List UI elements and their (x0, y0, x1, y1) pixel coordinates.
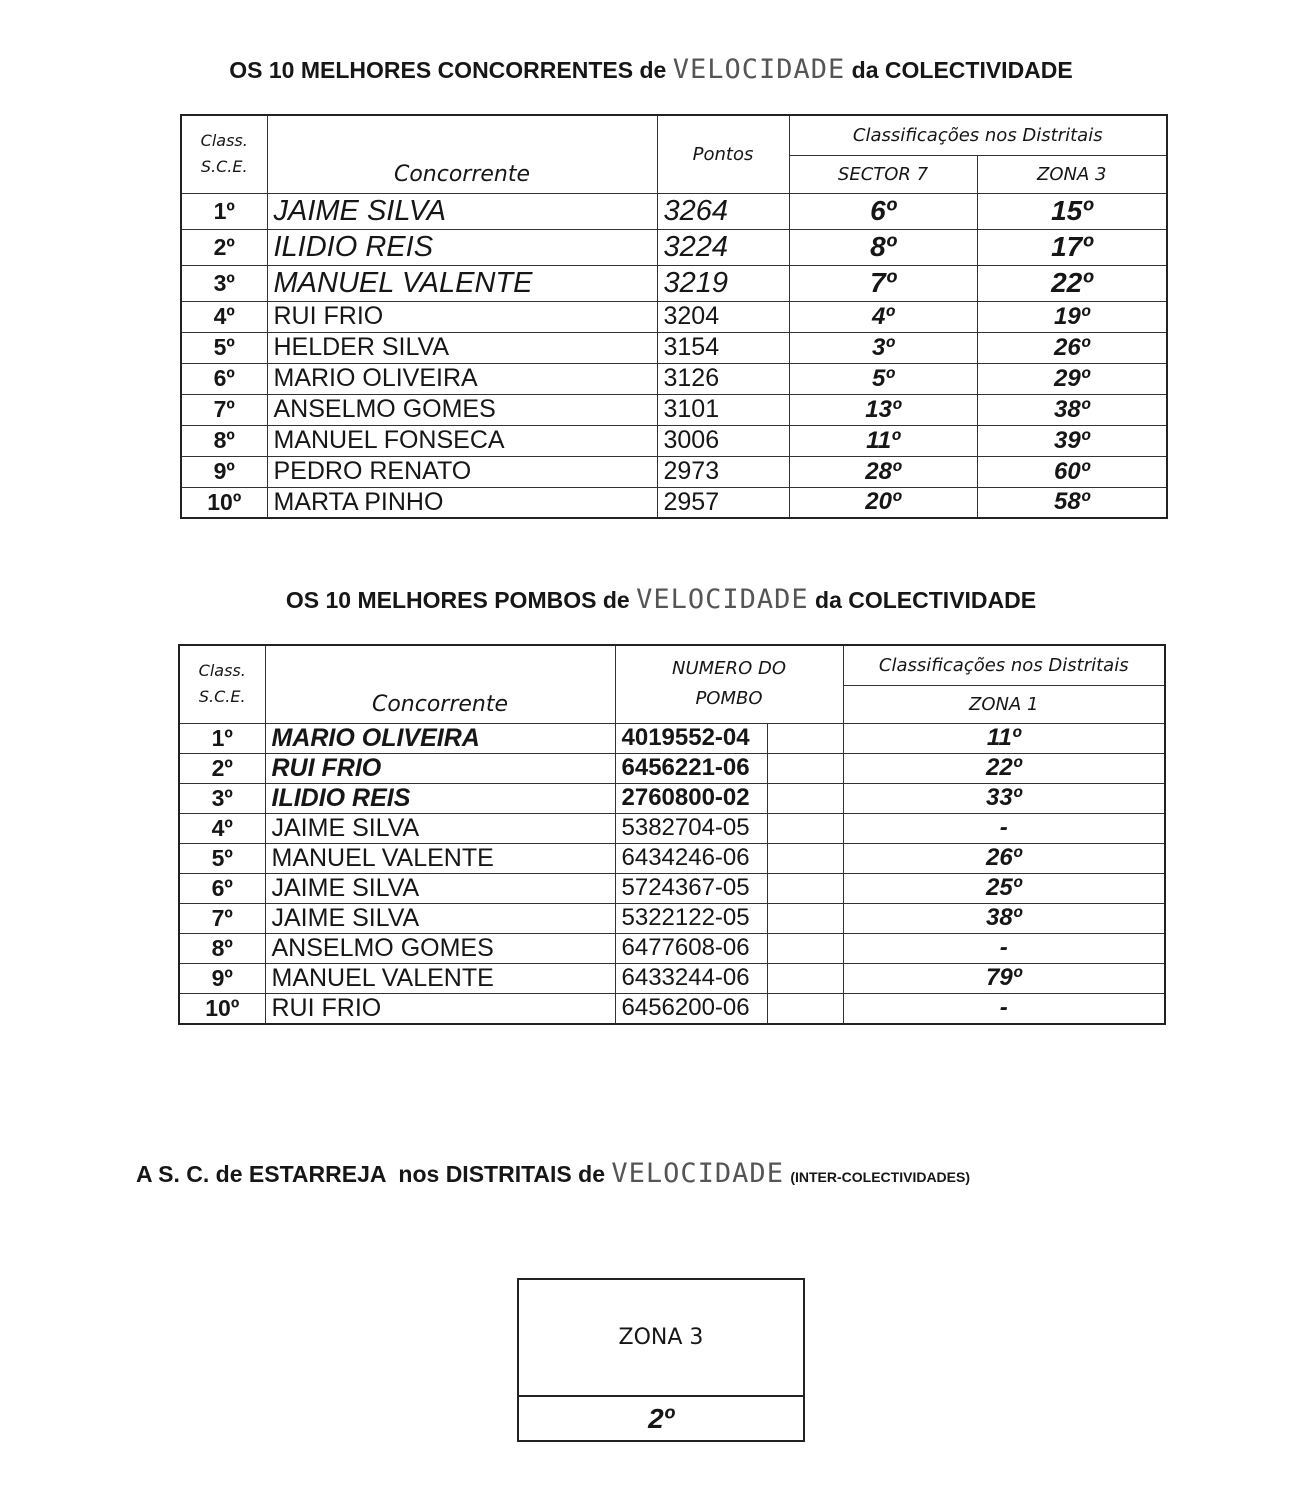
class-header-line2: S.C.E. (200, 157, 248, 177)
name-cell: MANUEL VALENTE (265, 963, 615, 993)
sector-cell: 28º (789, 456, 977, 487)
name-cell: ILIDIO REIS (265, 783, 615, 813)
table-row (179, 873, 1165, 903)
name-cell: ANSELMO GOMES (265, 933, 615, 963)
section2-title-prefix: OS 10 MELHORES POMBOS de (285, 587, 630, 613)
section3-title-suffix: (INTER-COLECTIVIDADES) (790, 1169, 971, 1185)
concorrentes-table-body (181, 193, 1167, 518)
sector-cell: 4º (789, 301, 977, 332)
table-row (179, 843, 1165, 873)
pigeon-number-cell: 6434246-06 (615, 843, 767, 873)
class-header-line1: Class. (198, 661, 246, 681)
zona1-header: ZONA 1 (843, 685, 1165, 723)
sector-cell: 11º (789, 425, 977, 456)
points-cell: 3204 (657, 301, 789, 332)
name-cell: MARIO OLIVEIRA (265, 723, 615, 753)
zona-cell: 60º (977, 456, 1167, 487)
name-cell: JAIME SILVA (267, 193, 657, 229)
classificacoes-header: Classificações nos Distritais (843, 645, 1165, 685)
name-cell: MARTA PINHO (267, 487, 657, 518)
section2-title (10, 584, 1302, 615)
zona-cell: 58º (977, 487, 1167, 518)
place-cell: 1º (179, 723, 265, 753)
zona3-value: 2º (648, 1403, 674, 1434)
place-cell: 5º (181, 332, 267, 363)
table-row (179, 813, 1165, 843)
pontos-header: Pontos (657, 115, 789, 193)
zona-cell: - (843, 933, 1165, 963)
numero-pombo-header (615, 645, 843, 723)
empty-cell (767, 843, 843, 873)
pigeon-number-cell: 2760800-02 (615, 783, 767, 813)
place-cell: 3º (179, 783, 265, 813)
section2-title-mono: VELOCIDADE (636, 584, 809, 615)
section3-title (136, 1158, 1236, 1189)
name-cell: JAIME SILVA (265, 873, 615, 903)
points-cell: 2973 (657, 456, 789, 487)
sector-cell: 13º (789, 394, 977, 425)
zona-cell: - (843, 813, 1165, 843)
points-cell: 3264 (657, 193, 789, 229)
pigeon-number-cell: 6456200-06 (615, 993, 767, 1024)
place-cell: 4º (179, 813, 265, 843)
concorrente-header: Concorrente (267, 115, 657, 193)
sector-cell: 3º (789, 332, 977, 363)
place-cell: 3º (181, 265, 267, 301)
empty-cell (767, 903, 843, 933)
table-row (181, 332, 1167, 363)
section2-title-suffix: da COLECTIVIDADE (815, 587, 1037, 613)
place-cell: 2º (179, 753, 265, 783)
zona-cell: 11º (843, 723, 1165, 753)
table-row (179, 753, 1165, 783)
table-row (181, 394, 1167, 425)
table-row (179, 933, 1165, 963)
zona-cell: 22º (843, 753, 1165, 783)
zona-cell: 38º (977, 394, 1167, 425)
place-cell: 2º (181, 229, 267, 265)
class-header (179, 645, 265, 723)
section1-title-prefix: OS 10 MELHORES CONCORRENTES de (229, 57, 667, 83)
zona-header: ZONA 3 (977, 155, 1167, 193)
sector-cell: 20º (789, 487, 977, 518)
place-cell: 10º (181, 487, 267, 518)
section1-title-suffix: da COLECTIVIDADE (851, 57, 1073, 83)
place-cell: 7º (179, 903, 265, 933)
zona-cell: 19º (977, 301, 1167, 332)
empty-cell (767, 933, 843, 963)
name-cell: ILIDIO REIS (267, 229, 657, 265)
empty-cell (767, 723, 843, 753)
section3-title-mono: VELOCIDADE (611, 1158, 784, 1189)
name-cell: MANUEL VALENTE (267, 265, 657, 301)
zona-cell: 29º (977, 363, 1167, 394)
place-cell: 7º (181, 394, 267, 425)
empty-cell (767, 993, 843, 1024)
pigeon-number-cell: 6433244-06 (615, 963, 767, 993)
zona-cell: 26º (843, 843, 1165, 873)
pigeon-number-cell: 5322122-05 (615, 903, 767, 933)
place-cell: 10º (179, 993, 265, 1024)
table-row (181, 363, 1167, 394)
pigeon-number-cell: 5382704-05 (615, 813, 767, 843)
table-row (181, 425, 1167, 456)
sector-cell: 8º (789, 229, 977, 265)
zona-cell: 25º (843, 873, 1165, 903)
zona-cell: 38º (843, 903, 1165, 933)
pombos-table-body (179, 723, 1165, 1024)
name-cell: JAIME SILVA (265, 813, 615, 843)
name-cell: JAIME SILVA (265, 903, 615, 933)
zona3-label: ZONA 3 (519, 1280, 803, 1397)
section3-title-prefix: A S. C. de ESTARREJA nos DISTRITAIS de (136, 1161, 605, 1187)
pigeon-number-cell: 4019552-04 (615, 723, 767, 753)
sector-cell: 7º (789, 265, 977, 301)
zona-cell: - (843, 993, 1165, 1024)
sector-cell: 5º (789, 363, 977, 394)
name-cell: RUI FRIO (265, 993, 615, 1024)
table-row (181, 229, 1167, 265)
table-row (179, 723, 1165, 753)
pigeon-number-cell: 6456221-06 (615, 753, 767, 783)
points-cell: 3006 (657, 425, 789, 456)
table-row (179, 903, 1165, 933)
class-header (181, 115, 267, 193)
place-cell: 6º (181, 363, 267, 394)
zona-cell: 33º (843, 783, 1165, 813)
zona-cell: 26º (977, 332, 1167, 363)
sector-cell: 6º (789, 193, 977, 229)
empty-cell (767, 753, 843, 783)
name-cell: MARIO OLIVEIRA (267, 363, 657, 394)
zona-cell: 79º (843, 963, 1165, 993)
table-row (181, 193, 1167, 229)
zona3-box (517, 1278, 805, 1442)
place-cell: 6º (179, 873, 265, 903)
concorrentes-table (180, 114, 1168, 519)
pigeon-number-cell: 6477608-06 (615, 933, 767, 963)
name-cell: MANUEL VALENTE (265, 843, 615, 873)
empty-cell (767, 783, 843, 813)
section1-title-mono: VELOCIDADE (672, 54, 846, 85)
place-cell: 1º (181, 193, 267, 229)
points-cell: 3224 (657, 229, 789, 265)
table-row (179, 783, 1165, 813)
points-cell: 2957 (657, 487, 789, 518)
concorrente-header: Concorrente (265, 645, 615, 723)
pombos-table (178, 644, 1166, 1025)
empty-cell (767, 813, 843, 843)
zona-cell: 15º (977, 193, 1167, 229)
zona-cell: 39º (977, 425, 1167, 456)
table-row (181, 301, 1167, 332)
place-cell: 9º (181, 456, 267, 487)
name-cell: MANUEL FONSECA (267, 425, 657, 456)
zona-cell: 22º (977, 265, 1167, 301)
table-row (179, 963, 1165, 993)
points-cell: 3126 (657, 363, 789, 394)
name-cell: RUI FRIO (265, 753, 615, 783)
place-cell: 4º (181, 301, 267, 332)
table-row (181, 265, 1167, 301)
name-cell: PEDRO RENATO (267, 456, 657, 487)
class-header-line1: Class. (200, 131, 248, 151)
classificacoes-header: Classificações nos Distritais (789, 115, 1167, 155)
points-cell: 3154 (657, 332, 789, 363)
points-cell: 3219 (657, 265, 789, 301)
name-cell: RUI FRIO (267, 301, 657, 332)
zona-cell: 17º (977, 229, 1167, 265)
name-cell: HELDER SILVA (267, 332, 657, 363)
place-cell: 5º (179, 843, 265, 873)
points-cell: 3101 (657, 394, 789, 425)
pigeon-number-cell: 5724367-05 (615, 873, 767, 903)
numero-header-line1: NUMERO DO (672, 658, 786, 680)
table-row (181, 487, 1167, 518)
class-header-line2: S.C.E. (198, 687, 246, 707)
place-cell: 9º (179, 963, 265, 993)
place-cell: 8º (179, 933, 265, 963)
table-row (181, 456, 1167, 487)
empty-cell (767, 873, 843, 903)
empty-cell (767, 963, 843, 993)
place-cell: 8º (181, 425, 267, 456)
section1-title (0, 54, 1302, 85)
table-row (179, 993, 1165, 1024)
numero-header-line2: POMBO (695, 688, 763, 710)
sector-header: SECTOR 7 (789, 155, 977, 193)
name-cell: ANSELMO GOMES (267, 394, 657, 425)
